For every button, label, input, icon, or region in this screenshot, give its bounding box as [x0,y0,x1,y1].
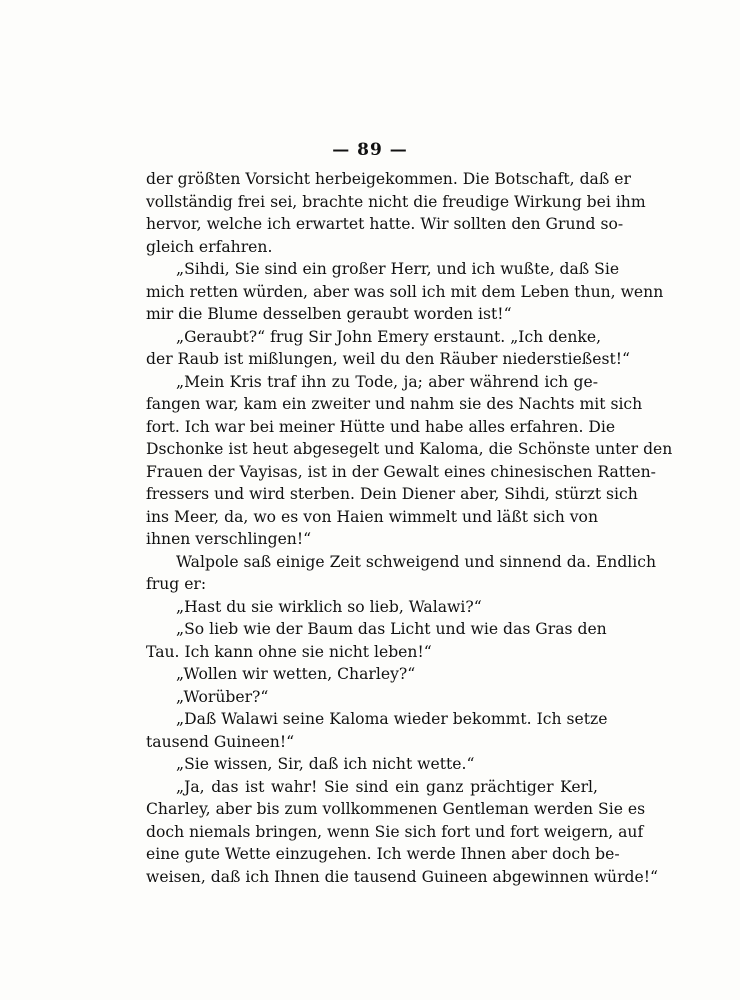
text-line: mir die Blume desselben geraubt worden ist!“ [146,305,512,323]
paragraph [146,686,598,709]
paragraph [146,663,598,686]
text-line: frug er: [146,575,207,593]
text-line: doch niemals bringen, wenn Sie sich fort und fort weigern, auf [146,822,644,841]
paragraph [146,596,598,619]
text-line: gleich erfahren. [146,237,273,256]
text-line: „Daß Walawi seine Kaloma wieder bekommt. Ich setze [176,710,608,728]
text-line: „Sihdi, Sie sind ein großer Herr, und ich wußte, daß Sie [176,260,620,278]
paragraph [146,551,657,596]
paragraph [146,708,608,753]
text-line: Dschonke ist heut abgesegelt und Kaloma, die Schönste unter den [146,440,673,458]
body-text [146,168,673,888]
text-line: hervor, welche ich erwartet hatte. Wir sollten den Grund so- [146,215,624,233]
text-line: weisen, daß ich Ihnen die tausend Guineen abgewinnen würde!“ [146,867,658,886]
text-line: Charley, aber bis zum vollkommenen Gentleman werden Sie es [146,800,646,818]
text-line: „So lieb wie der Baum das Licht und wie das Gras den [176,620,607,638]
text-line: tausend Guineen!“ [146,732,295,751]
paragraph [146,258,664,326]
text-line: fort. Ich war bei meiner Hütte und habe alles erfahren. Die [146,417,616,436]
text-line: ihnen verschlingen!“ [146,530,312,548]
paragraph [146,618,607,663]
text-line: der Raub ist mißlungen, weil du den Räuber niederstießest!“ [146,350,630,368]
text-line: „Mein Kris traf ihn zu Tode, ja; aber während ich ge- [176,372,598,391]
text-line: „Sie wissen, Sir, daß ich nicht wette.“ [176,755,475,773]
paragraph [146,753,598,776]
text-line: „Hast du sie wirklich so lieb, Walawi?“ [176,597,482,616]
paragraph [146,776,658,889]
text-line: „Ja, das ist wahr! Sie sind ein ganz prächtiger Kerl, [176,777,598,796]
text-line: Tau. Ich kann ohne sie nicht leben!“ [146,642,432,661]
paragraph [146,326,630,371]
text-line: Walpole saß einige Zeit schweigend und sinnend da. Endlich [176,552,657,571]
text-line: vollständig frei sei, brachte nicht die freudige Wirkung bei ihm [146,192,646,211]
text-line: „Geraubt?“ frug Sir John Emery erstaunt. „Ich denke, [176,327,602,346]
text-line: „Wollen wir wetten, Charley?“ [176,665,416,683]
paragraph [146,371,673,551]
text-line: eine gute Wette einzugehen. Ich werde Ihnen aber doch be- [146,845,620,863]
text-line: fressers und wird sterben. Dein Diener aber, Sihdi, stürzt sich [146,485,638,503]
paragraph [146,168,646,258]
text-line: „Worüber?“ [176,687,269,706]
text-line: mich retten würden, aber was soll ich mit dem Leben thun, wenn [146,282,664,301]
text-line: Frauen der Vayisas, ist in der Gewalt eines chinesischen Ratten- [146,462,656,481]
page-number: — 89 — [332,140,408,160]
text-line: der größten Vorsicht herbeigekommen. Die Botschaft, daß er [146,170,631,188]
text-line: fangen war, kam ein zweiter und nahm sie des Nachts mit sich [146,395,643,413]
text-line: ins Meer, da, wo es von Haien wimmelt und läßt sich von [146,507,598,526]
